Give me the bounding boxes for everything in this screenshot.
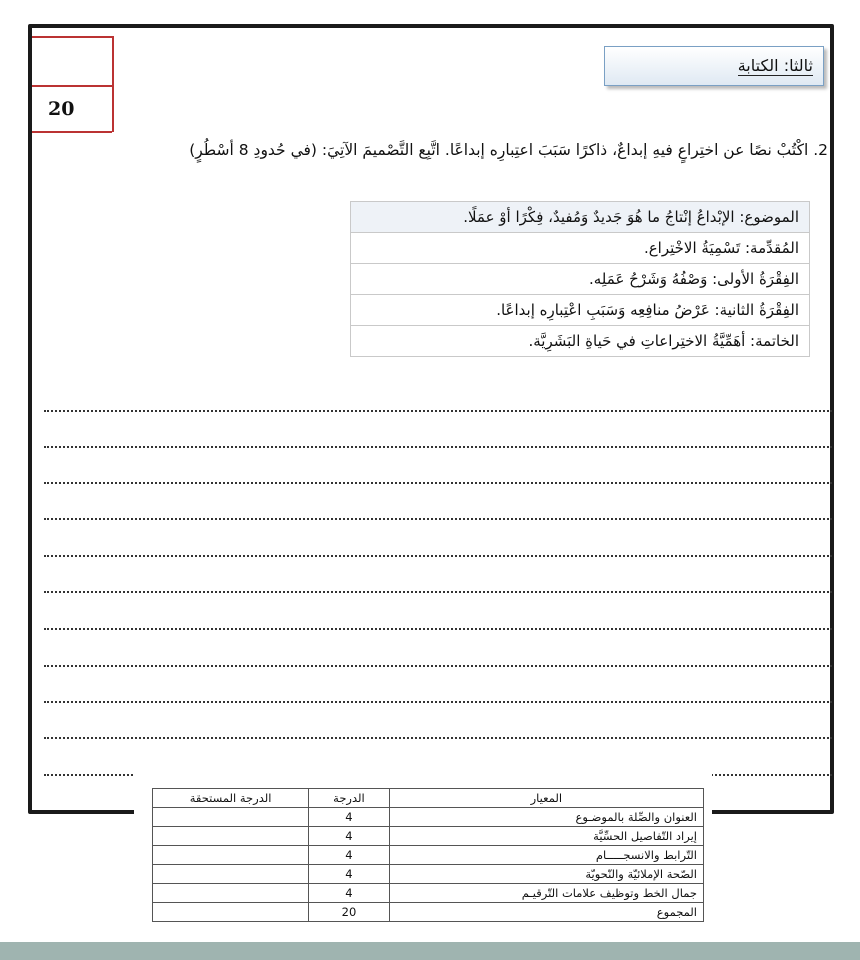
rubric-total-row	[153, 903, 704, 922]
rubric-header-earned: الدرجة المستحقة	[153, 789, 309, 808]
total-score: 20	[32, 87, 112, 133]
rubric-criterion: العنوان والصِّلة بالموضـوع	[389, 808, 703, 827]
section-title-text: ثالثا: الكتابة	[737, 56, 813, 75]
answer-line[interactable]	[44, 482, 832, 484]
score-box	[32, 36, 114, 132]
answer-line[interactable]	[44, 665, 832, 667]
answer-line[interactable]	[44, 701, 832, 703]
rubric-header-grade: الدرجة	[309, 789, 389, 808]
rubric-criterion: التّرابط والانسجـــــام	[389, 846, 703, 865]
section-title	[604, 46, 824, 86]
rubric-criterion: جمال الخط وتوظيف علامات التّرقيـم	[389, 884, 703, 903]
rubric-total-grade: 20	[309, 903, 389, 922]
answer-line[interactable]	[44, 737, 832, 739]
answer-line[interactable]	[44, 518, 832, 520]
rubric-grade: 4	[309, 865, 389, 884]
rubric-earned-cell[interactable]	[153, 827, 309, 846]
rubric-grade: 4	[309, 827, 389, 846]
answer-line[interactable]	[44, 628, 832, 630]
plan-topic: الموضوع: الإبْداعُ إنْتاجُ ما هُوَ جَديدٌ وَمُفيدٌ، فِكْرًا أوْ عمَلًا.	[351, 202, 810, 233]
rubric-table	[152, 788, 704, 922]
answer-line[interactable]	[44, 555, 832, 557]
rubric-header-criterion: المعيار	[389, 789, 703, 808]
rubric-total-earned-cell[interactable]	[153, 903, 309, 922]
exam-sheet	[28, 24, 834, 814]
plan-row	[351, 326, 810, 357]
rubric-grade: 4	[309, 884, 389, 903]
footer-bar	[0, 942, 860, 960]
rubric-total-label: المجموع	[389, 903, 703, 922]
rubric-grade: 4	[309, 808, 389, 827]
rubric-earned-cell[interactable]	[153, 865, 309, 884]
plan-row	[351, 264, 810, 295]
rubric-earned-cell[interactable]	[153, 884, 309, 903]
plan-row	[351, 295, 810, 326]
plan-paragraph-1: الفِقْرَةُ الأولى: وَصْفُهُ وَشَرْحُ عَمَلِه.	[351, 264, 810, 295]
rubric-header-row	[153, 789, 704, 808]
plan-conclusion: الخاتمة: أهَمِّيَّةُ الاختِراعاتِ في حَياةِ البَشَرِيَّة.	[351, 326, 810, 357]
plan-intro: المُقدِّمة: تَسْمِيَةُ الاخْتِراع.	[351, 233, 810, 264]
plan-paragraph-2: الفِقْرَةُ الثانية: عَرْضُ منافِعِه وَسَبَبِ اعْتِبارِه إبداعًا.	[351, 295, 810, 326]
rubric-criterion: إيراد التّفاصيل الحسِّيَّة	[389, 827, 703, 846]
answer-line[interactable]	[44, 446, 832, 448]
rubric-row	[153, 846, 704, 865]
plan-row	[351, 233, 810, 264]
rubric-grade: 4	[309, 846, 389, 865]
rubric-row	[153, 827, 704, 846]
answer-line[interactable]	[44, 591, 832, 593]
rubric-row	[153, 865, 704, 884]
rubric-row	[153, 808, 704, 827]
answer-line[interactable]	[44, 410, 832, 412]
plan-row	[351, 202, 810, 233]
rubric-row	[153, 884, 704, 903]
score-box-empty-cell	[32, 36, 112, 87]
rubric-earned-cell[interactable]	[153, 808, 309, 827]
rubric-earned-cell[interactable]	[153, 846, 309, 865]
grading-rubric	[134, 772, 712, 942]
question-prompt: 2. اكْتُبْ نصًا عن اختِراعٍ فيهِ إبداعٌ، ذاكرًا سَبَبَ اعتِبارِه إبداعًا. اتَّبِع التَّصْميمَ الآتِيَ: (في حُدودِ 8 أسْطُرٍ)	[189, 141, 828, 159]
rubric-criterion: الصّحة الإملائيّة والنّحويّة	[389, 865, 703, 884]
writing-plan-table	[350, 201, 810, 357]
